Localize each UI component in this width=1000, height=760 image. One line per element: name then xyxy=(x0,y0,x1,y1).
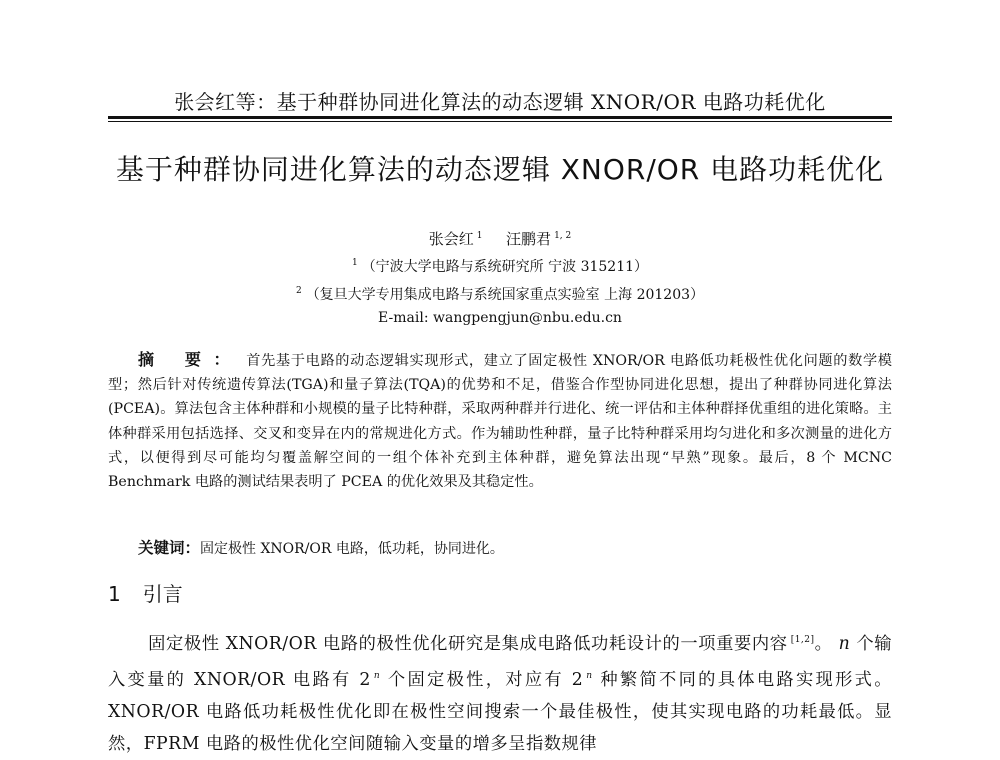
body-text-run: 。 xyxy=(814,633,833,654)
math-variable: n xyxy=(838,633,851,654)
body-paragraph xyxy=(108,624,892,760)
header-rule-thin xyxy=(108,121,892,122)
abstract-label: 摘 要： xyxy=(138,350,243,369)
author-name: 汪鹏君 xyxy=(506,230,552,248)
body-text-run: 个固定极性，对应有 xyxy=(380,669,572,690)
author-superscript: 1 xyxy=(476,231,483,241)
body-text-run: 固定极性 XNOR/OR 电路的极性优化研究是集成电路低功耗设计的一项重要内容 xyxy=(148,633,788,654)
citation[interactable]: [1,2] xyxy=(790,635,815,645)
keywords xyxy=(138,536,892,558)
author-email[interactable]: E-mail: wangpengjun@nbu.edu.cn xyxy=(378,310,622,326)
author-name: 张会红 xyxy=(428,230,474,248)
math-base: 2 xyxy=(359,669,371,690)
affiliation-superscript: 2 xyxy=(295,286,302,297)
section-title: 引言 xyxy=(142,582,183,606)
affiliation-text: （宁波大学电路与系统研究所 宁波 315211） xyxy=(361,259,649,275)
header-rule-thick xyxy=(108,116,892,119)
affiliation-2 xyxy=(0,284,1000,304)
abstract xyxy=(108,348,892,494)
affiliation-text: （复旦大学专用集成电路与系统国家重点实验室 上海 201203） xyxy=(305,287,705,303)
section-heading xyxy=(108,578,183,607)
math-base: 2 xyxy=(571,669,584,690)
author-superscript: 1, 2 xyxy=(554,231,572,241)
math-exponent: n xyxy=(586,670,593,681)
keywords-text: 固定极性 XNOR/OR 电路，低功耗，协同进化。 xyxy=(200,541,504,557)
keywords-label: 关键词： xyxy=(138,538,201,557)
body-text-run: 种繁简不同的具体电路实现形式。XNOR/OR 电路低功耗极性优化即在极性空间搜索一个最佳极性，使其实现电路的功耗最低。显然，FPRM 电路的极性优化空间随输入变量的增多呈指数规律 xyxy=(108,669,892,754)
affiliation-1 xyxy=(0,256,1000,276)
section-number: 1 xyxy=(108,582,121,606)
running-head: 张会红等：基于种群协同进化算法的动态逻辑 XNOR/OR 电路功耗优化 xyxy=(174,90,826,114)
paper-title: 基于种群协同进化算法的动态逻辑 XNOR/OR 电路功耗优化 xyxy=(115,153,885,186)
abstract-text: 首先基于电路的动态逻辑实现形式，建立了固定极性 XNOR/OR 电路低功耗极性优化问题的数学模型；然后针对传统遗传算法(TGA)和量子算法(TQA)的优势和不足，借鉴合作型协同进化思想，提出了种群协同进化算法(PCEA)。算法包含主体种群和小规模的量子比特种群，采取两种群并行进化、统一评估和主体种群择优重组的进化策略。主体种群采用包括选择、交叉和变异在内的常规进化方式。作为辅助性种群，量子比特种群采用均匀进化和多次测量的进化方式，以便得到尽可能均匀覆盖解空间的一组个体补充到主体种群，避免算法出现“早熟”现象。最后，8 个 MCNC Benchmark 电路的测试结果表明了 PCEA 的优化效果及其稳定性。 xyxy=(108,353,892,491)
author-line xyxy=(0,228,1000,249)
body-text-run: 个输入变量的 XNOR/OR 电路有 xyxy=(108,633,892,690)
math-exponent: n xyxy=(373,670,381,681)
affiliation-superscript: 1 xyxy=(351,258,358,269)
